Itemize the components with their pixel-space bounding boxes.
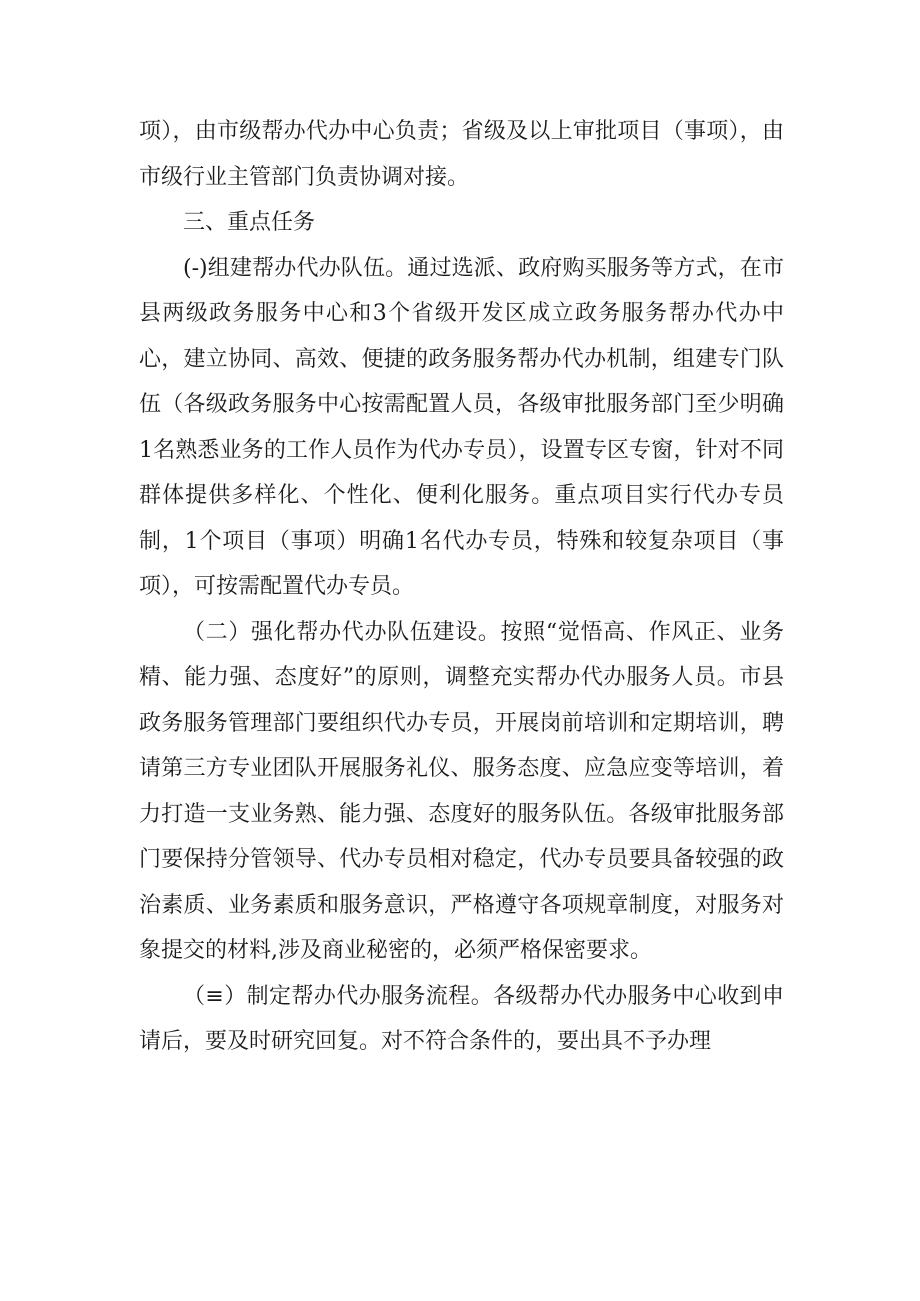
paragraph-team-strengthening: （二）强化帮办代办队伍建设。按照“觉悟高、作风正、业务精、能力强、态度好”的原则，调整充实帮办代办服务人员。市县政务服务管理部门要组织代办专员，开展岗前培训和定期培训，聘请第三方专业团队开展服务礼仪、服务态度、应急应变等培训，着力打造一支业务熟、能力强、态度好的服务队伍。各级审批服务部门要保持分管领导、代办专员相对稳定，代办专员要具备较强的政治素质、业务素质和服务意识，严格遵守各项规章制度，对服务对象提交的材料,涉及商业秘密的，必须严格保密要求。 [139, 619, 784, 963]
section-heading-key-tasks: 三、重点任务 [183, 210, 316, 235]
paragraph-continuation: 项），由市级帮办代办中心负责；省级及以上审批项目（事项），由市级行业主管部门负责协调对接。 [139, 119, 784, 190]
document-page [139, 109, 784, 1065]
paragraph-service-process: （≡）制定帮办代办服务流程。各级帮办代办服务中心收到申请后，要及时研究回复。对不符合条件的，要出具不予办理 [139, 983, 784, 1054]
paragraph-team-building: (-)组建帮办代办队伍。通过选派、政府购买服务等方式，在市县两级政务服务中心和3个省级开发区成立政务服务帮办代办中心，建立协同、高效、便捷的政务服务帮办代办机制，组建专门队伍（各级政务服务中心按需配置人员，各级审批服务部门至少明确1名熟悉业务的工作人员作为代办专员），设置专区专窗，针对不同群体提供多样化、个性化、便利化服务。重点项目实行代办专员制，1个项目（事项）明确1名代办专员，特殊和较复杂项目（事项），可按需配置代办专员。 [139, 255, 784, 599]
